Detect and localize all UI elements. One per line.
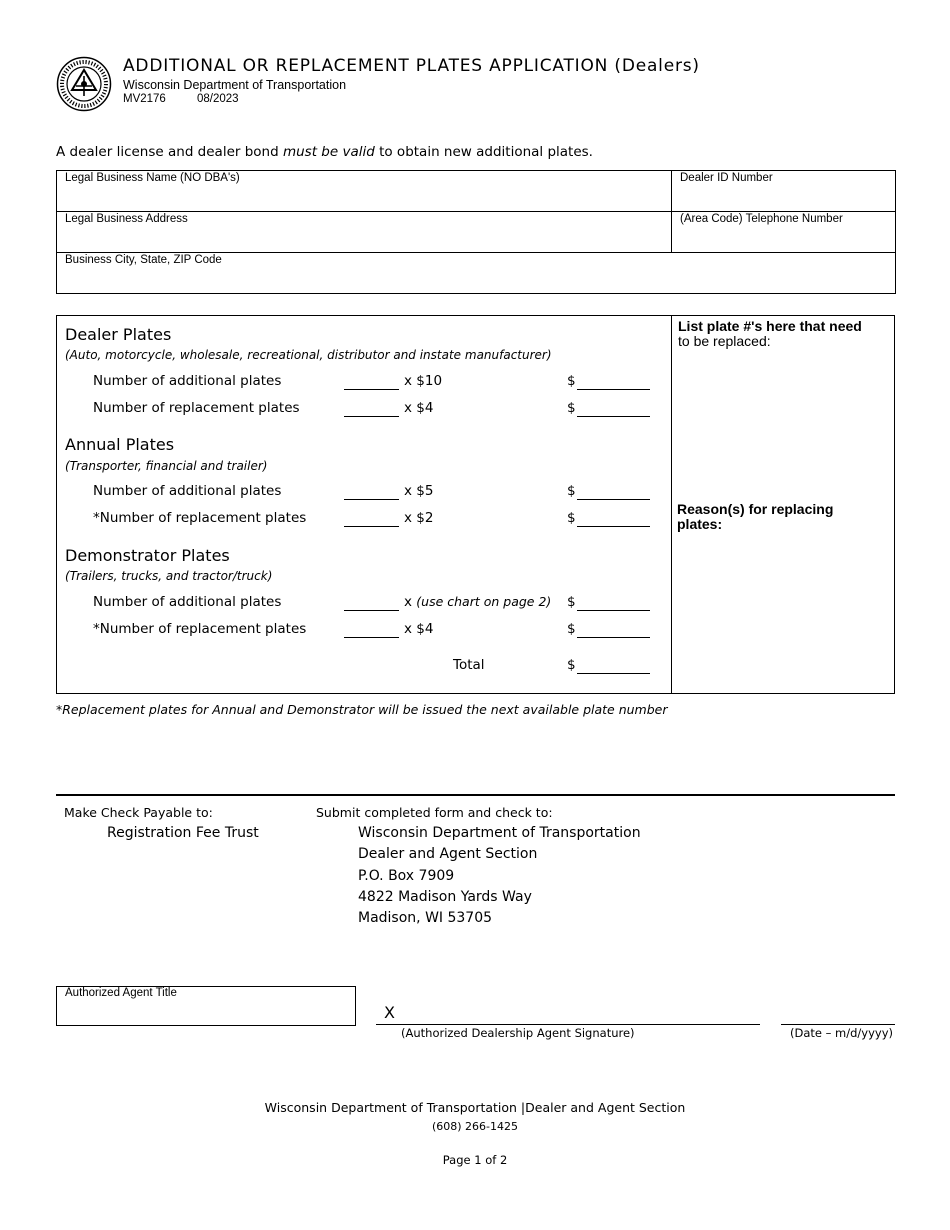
currency-symbol: $: [567, 400, 576, 416]
footer-agency: Wisconsin Department of Transportation |Dealer and Agent Section: [264, 1100, 686, 1115]
intro-text: A dealer license and dealer bond must be valid to obtain new additional plates.: [56, 144, 593, 160]
demonstrator-replacement-label: *Number of replacement plates: [93, 621, 307, 637]
legal-business-name-field[interactable]: [57, 171, 672, 212]
dealer-id-field[interactable]: [672, 171, 896, 212]
section-divider: [56, 794, 895, 796]
dealer-replacement-amount-input[interactable]: [577, 416, 650, 417]
total-label: Total: [453, 657, 485, 673]
plate-list-label: List plate #'s here that need: [678, 318, 862, 334]
business-city-state-zip-field[interactable]: [57, 253, 896, 294]
signature-x-mark: X: [384, 1003, 395, 1022]
dealer-replacement-qty-input[interactable]: [344, 416, 399, 417]
replacement-reason-label: Reason(s) for replacing plates:: [677, 501, 834, 532]
dealer-plates-title: Dealer Plates: [65, 325, 172, 344]
annual-replacement-rate: x $2: [404, 510, 434, 526]
annual-replacement-qty-input[interactable]: [344, 526, 399, 527]
legal-business-name-label: Legal Business Name (NO DBA's): [65, 172, 240, 184]
annual-replacement-amount-input[interactable]: [577, 526, 650, 527]
dealer-replacement-label: Number of replacement plates: [93, 400, 300, 416]
dealer-additional-qty-input[interactable]: [344, 389, 399, 390]
address-line: Dealer and Agent Section: [358, 846, 538, 863]
total-amount-input[interactable]: [577, 673, 650, 674]
signature-label: (Authorized Dealership Agent Signature): [401, 1026, 635, 1040]
annual-replacement-label: *Number of replacement plates: [93, 510, 307, 526]
annual-plates-title: Annual Plates: [65, 435, 175, 454]
mailing-address: [358, 823, 641, 929]
currency-symbol: $: [567, 373, 576, 389]
address-line: Madison, WI 53705: [358, 910, 493, 927]
demonstrator-replacement-qty-input[interactable]: [344, 637, 399, 638]
footer-phone: (608) 266-1425: [431, 1120, 519, 1133]
payable-label: Make Check Payable to:: [64, 805, 213, 820]
business-city-state-zip-label: Business City, State, ZIP Code: [65, 254, 222, 266]
address-line: Wisconsin Department of Transportation: [358, 825, 641, 841]
dealer-additional-amount-input[interactable]: [577, 389, 650, 390]
date-label: (Date – m/d/yyyy): [790, 1026, 893, 1040]
dealer-replacement-rate: x $4: [404, 400, 434, 416]
legal-business-address-field[interactable]: [57, 212, 672, 253]
currency-symbol: $: [567, 483, 576, 499]
form-date: 08/2023: [197, 93, 239, 105]
demonstrator-replacement-rate: x $4: [404, 621, 434, 637]
annual-additional-qty-input[interactable]: [344, 499, 399, 500]
plate-list-input[interactable]: [672, 352, 892, 492]
annual-additional-label: Number of additional plates: [93, 483, 282, 499]
date-line[interactable]: [781, 1024, 895, 1025]
signature-line[interactable]: [376, 1024, 760, 1025]
replacement-reason-input[interactable]: [672, 535, 892, 690]
demonstrator-replacement-amount-input[interactable]: [577, 637, 650, 638]
currency-symbol: $: [567, 621, 576, 637]
form-title: ADDITIONAL OR REPLACEMENT PLATES APPLICATION (Dealers): [123, 56, 700, 76]
agency-name: Wisconsin Department of Transportation: [123, 78, 347, 92]
submit-label: Submit completed form and check to:: [316, 805, 553, 820]
demonstrator-additional-qty-input[interactable]: [344, 610, 399, 611]
currency-symbol: $: [567, 594, 576, 610]
form-number: MV2176: [123, 93, 166, 105]
demonstrator-additional-rate: x (use chart on page 2): [404, 594, 552, 610]
address-line: P.O. Box 7909: [358, 867, 455, 884]
replacement-footnote: *Replacement plates for Annual and Demonstrator will be issued the next available plate number: [56, 702, 668, 717]
annual-additional-amount-input[interactable]: [577, 499, 650, 500]
dealer-additional-rate: x $10: [404, 373, 443, 389]
demonstrator-plates-title: Demonstrator Plates: [65, 546, 230, 565]
page-number: Page 1 of 2: [442, 1153, 508, 1167]
currency-symbol: $: [567, 510, 576, 526]
payable-to: Registration Fee Trust: [107, 825, 259, 841]
telephone-field[interactable]: [672, 212, 896, 253]
address-line: 4822 Madison Yards Way: [358, 888, 532, 905]
annual-additional-rate: x $5: [404, 483, 434, 499]
authorized-agent-title-label: Authorized Agent Title: [65, 987, 177, 999]
demonstrator-plates-note: (Trailers, trucks, and tractor/truck): [65, 569, 273, 583]
dealer-id-label: Dealer ID Number: [680, 172, 773, 184]
telephone-label: (Area Code) Telephone Number: [680, 213, 843, 225]
plate-list-label-cont: to be replaced:: [678, 333, 771, 349]
dealer-additional-label: Number of additional plates: [93, 373, 282, 389]
legal-business-address-label: Legal Business Address: [65, 213, 188, 225]
currency-symbol: $: [567, 657, 576, 673]
demonstrator-additional-amount-input[interactable]: [577, 610, 650, 611]
dealer-plates-note: (Auto, motorcycle, wholesale, recreational, distributor and instate manufacturer): [65, 348, 552, 362]
annual-plates-note: (Transporter, financial and trailer): [65, 459, 268, 473]
demonstrator-additional-label: Number of additional plates: [93, 594, 282, 610]
wisdot-seal-logo: [56, 56, 112, 112]
business-info-table: [56, 170, 896, 294]
